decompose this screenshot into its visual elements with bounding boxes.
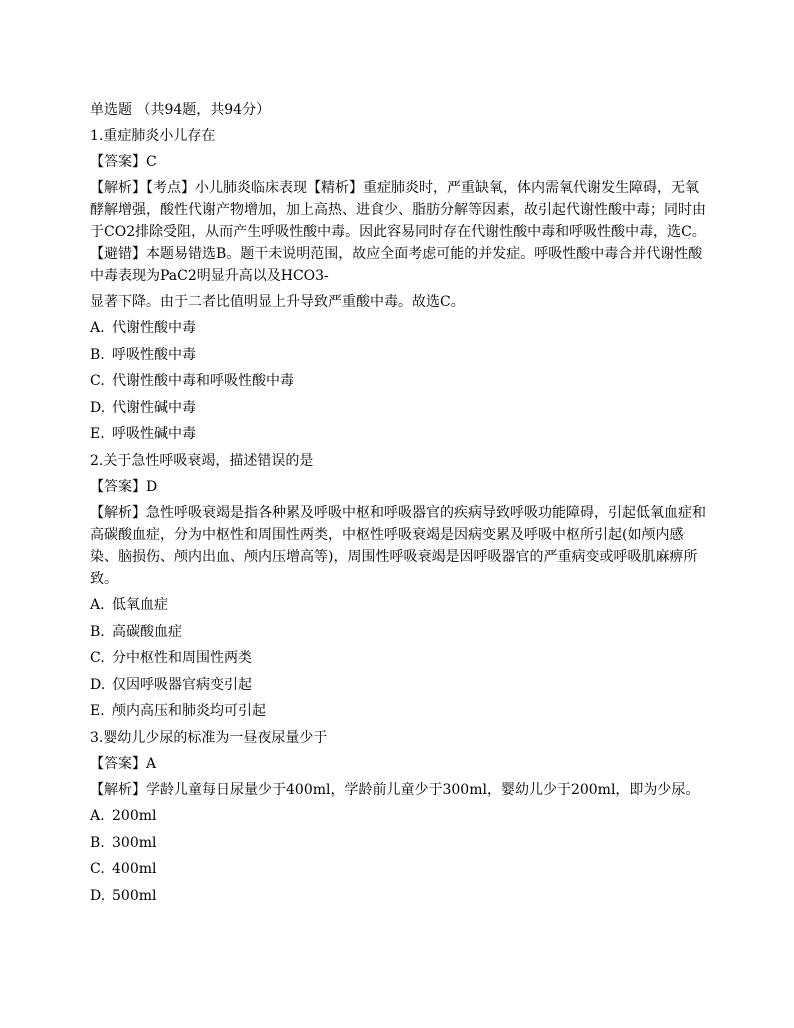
option-letter: E. (90, 426, 105, 443)
option-letter: C. (90, 373, 105, 390)
option-text: 分中枢性和周围性两类 (112, 650, 252, 667)
option-c (90, 370, 706, 392)
question-analysis: 【解析】急性呼吸衰竭是指各种累及呼吸中枢和呼吸器官的疾病导致呼吸功能障碍，引起低氧血症和高碳酸血症，分为中枢性和周围性两类，中枢性呼吸衰竭是因病变累及呼吸中枢所引起(如颅内感染、脑损伤、颅内出血、颅内压增高等)，周围性呼吸衰竭是因呼吸器官的严重病变或呼吸肌麻痹所致。 (90, 504, 706, 587)
option-letter: A. (90, 596, 105, 613)
question-stem: 3.婴幼儿少尿的标准为一昼夜尿量少于 (90, 729, 328, 746)
question-stem: 1.重症肺炎小儿存在 (90, 128, 216, 144)
option-letter: D. (90, 399, 106, 416)
option-letter: A. (90, 807, 105, 824)
option-text: 颅内高压和肺炎均可引起 (112, 703, 266, 720)
question-stem: 2.关于急性呼吸衰竭，描述错误的是 (90, 452, 314, 469)
option-text: 呼吸性碱中毒 (112, 426, 196, 443)
option-letter: D. (90, 676, 106, 693)
option-letter: C. (90, 861, 105, 878)
option-letter: C. (90, 650, 105, 667)
option-text: 300ml (112, 834, 157, 851)
option-d (90, 397, 706, 419)
option-c (90, 858, 706, 880)
option-e (90, 423, 706, 445)
option-a (90, 594, 706, 616)
option-letter: D. (90, 887, 106, 904)
option-text: 200ml (112, 807, 157, 824)
option-text: 代谢性酸中毒 (112, 320, 196, 336)
option-b (90, 621, 706, 643)
option-text: 高碳酸血症 (112, 623, 182, 640)
option-a (90, 317, 706, 339)
question-analysis: 【解析】【考点】小儿肺炎临床表现【精析】重症肺炎时，严重缺氧，体内需氧代谢发生障碍，无氧酵解增强，酸性代谢产物增加，加上高热、进食少、脂肪分解等因素，故引起代谢性酸中毒；同时由于CO2排除受阻，从而产生呼吸性酸中毒。因此容易同时存在代谢性酸中毒和呼吸性酸中毒，选C。【避错】本题易错选B。题干未说明范围，故应全面考虑可能的并发症。呼吸性酸中毒合并代谢性酸中毒表现为PaC2明显升高以及HCO3- (90, 180, 706, 284)
option-c (90, 647, 706, 669)
option-b (90, 832, 706, 854)
option-letter: B. (90, 834, 105, 851)
option-letter: A. (90, 320, 105, 336)
option-letter: B. (90, 346, 105, 363)
section-header: 单选题 （共94题，共94分） (90, 102, 271, 118)
option-letter: B. (90, 623, 105, 640)
question-answer: 【答案】A (90, 755, 157, 772)
option-d (90, 674, 706, 696)
question-analysis: 【解析】学龄儿童每日尿量少于400ml，学龄前儿童少于300ml，婴幼儿少于200ml，即为少尿。 (90, 781, 700, 798)
option-text: 呼吸性酸中毒 (112, 346, 196, 363)
option-e (90, 700, 706, 722)
document-page (90, 99, 706, 911)
option-text: 低氧血症 (112, 596, 168, 613)
option-text: 代谢性碱中毒 (112, 399, 196, 416)
question-answer: 【答案】D (90, 478, 158, 495)
option-text: 代谢性酸中毒和呼吸性酸中毒 (112, 373, 294, 390)
option-a (90, 805, 706, 827)
question-answer: 【答案】C (90, 154, 157, 170)
option-d (90, 885, 706, 907)
option-text: 500ml (112, 887, 157, 904)
option-letter: E. (90, 703, 105, 720)
question-analysis-continued: 显著下降。由于二者比值明显上升导致严重酸中毒。故选C。 (90, 294, 465, 310)
option-b (90, 344, 706, 366)
option-text: 仅因呼吸器官病变引起 (112, 676, 252, 693)
option-text: 400ml (112, 861, 157, 878)
